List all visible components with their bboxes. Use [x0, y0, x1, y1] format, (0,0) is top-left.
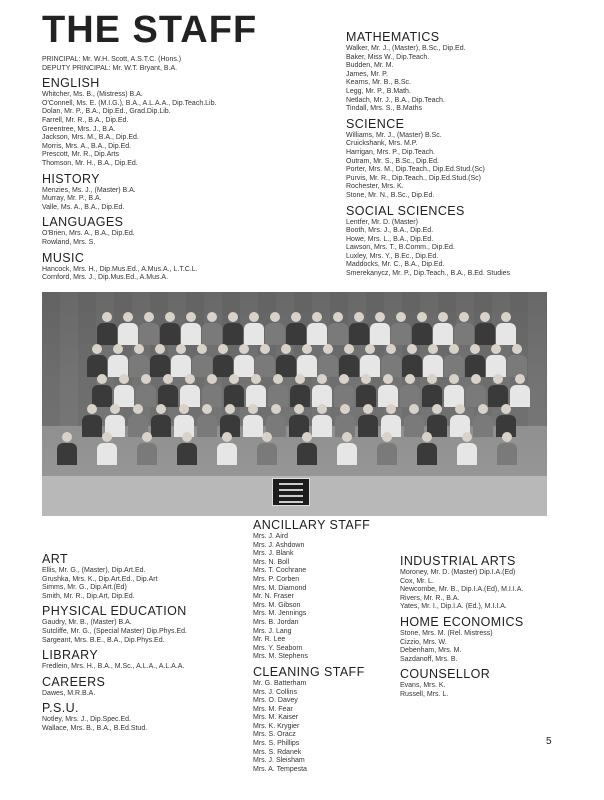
staff-member-figure — [375, 312, 385, 322]
staff-member-figure — [156, 404, 166, 414]
section-science — [346, 117, 576, 201]
staff-entry: Mrs. S. Oracz — [253, 731, 296, 739]
staff-entry: Menzies, Ms. J., (Master) B.A. — [42, 186, 136, 194]
staff-entry: Wallace, Mrs. B., B.A., B.Ed.Stud. — [42, 724, 148, 732]
staff-entry: Mrs. J. Blank — [253, 550, 294, 558]
staff-entry: O'Brien, Mrs. A., B.A., Dip.Ed. — [42, 230, 135, 238]
bottom-left-column — [42, 552, 252, 737]
staff-member-figure — [262, 432, 272, 442]
staff-entry: Mrs. B. Jordan — [253, 618, 299, 626]
section-counsellor — [400, 667, 580, 699]
staff-entry: Mrs. J. Collins — [253, 688, 297, 696]
staff-entry: Sutcliffe, Mr. G., (Special Master) Dip.Phys.Ed. — [42, 627, 187, 635]
staff-entry: Gaudry, Mr. B., (Master) B.A. — [42, 619, 132, 627]
staff-member-figure — [491, 344, 501, 354]
staff-entry: Mrs. M. Jennings — [253, 610, 307, 618]
psu-heading: P.S.U. — [42, 701, 79, 716]
staff-entry: Porter, Mrs. M., Dip.Teach., Dip.Ed.Stud.(Sc) — [346, 166, 485, 174]
staff-entry: Evans, Mrs. K. — [400, 682, 446, 690]
staff-member-figure — [92, 344, 102, 354]
social-heading: SOCIAL SCIENCES — [346, 203, 465, 218]
home-heading: HOME ECONOMICS — [400, 614, 524, 629]
staff-entry: Mrs. M. Diamond — [253, 584, 307, 592]
staff-entry: Howe, Mrs. L., B.A., Dip.Ed. — [346, 235, 434, 243]
section-industrial-arts — [400, 554, 580, 612]
staff-member-figure — [455, 404, 465, 414]
staff-entry: Whitcher, Ms. B., (Mistress) B.A. — [42, 91, 143, 99]
staff-member-figure — [405, 374, 415, 384]
staff-entry: Booth, Mrs. J., B.A., Dip.Ed. — [346, 227, 434, 235]
staff-member-figure — [202, 404, 212, 414]
staff-entry: Mr. R. Lee — [253, 636, 286, 644]
staff-entry: Dolan, Mr. P., B.A., Dip.Ed., Grad.Dip.Lib. — [42, 108, 171, 116]
staff-member-figure — [333, 312, 343, 322]
staff-member-figure — [155, 344, 165, 354]
staff-entry: Cornford, Mrs. J., Dip.Mus.Ed., A.Mus.A. — [42, 274, 169, 282]
staff-entry: Rochester, Mrs. K. — [346, 183, 404, 191]
staff-member-figure — [459, 312, 469, 322]
staff-entry: Yates, Mr. I., Dip.I.A. (Ed.), M.I.I.A. — [400, 603, 507, 611]
staff-member-figure — [270, 312, 280, 322]
staff-entry: Mr. G. Batterham — [253, 679, 307, 687]
staff-entry: Mrs. M. Fear — [253, 705, 293, 713]
staff-entry: Lawson, Mrs. T., B.Comm., Dip.Ed. — [346, 244, 455, 252]
staff-member-figure — [113, 344, 123, 354]
staff-member-figure — [225, 404, 235, 414]
staff-member-figure — [119, 374, 129, 384]
staff-entry: Murray, Mr. P., B.A. — [42, 195, 102, 203]
staff-member-figure — [312, 312, 322, 322]
industrial-heading: INDUSTRIAL ARTS — [400, 554, 516, 568]
school-sign — [272, 478, 310, 506]
staff-entry: Mrs. J. Lang — [253, 627, 292, 635]
pe-heading: PHYSICAL EDUCATION — [42, 604, 187, 619]
staff-member-figure — [207, 374, 217, 384]
art-heading: ART — [42, 552, 68, 566]
section-physical-education — [42, 604, 252, 645]
staff-member-figure — [144, 312, 154, 322]
staff-member-figure — [363, 404, 373, 414]
staff-entry: Stone, Mrs. M. (Rel. Mistress) — [400, 629, 493, 637]
staff-entry: Mrs. J. Aird — [253, 533, 289, 540]
staff-entry: Baker, Miss W., Dip.Teach. — [346, 53, 430, 61]
page-title: THE STAFF — [42, 9, 258, 51]
staff-member-figure — [218, 344, 228, 354]
section-cleaning-staff — [253, 665, 393, 775]
staff-member-figure — [207, 312, 217, 322]
page-number: 5 — [546, 736, 552, 747]
staff-entry: Simms, Mr. G., Dip.Art.(Ed) — [42, 584, 127, 592]
staff-member-figure — [382, 432, 392, 442]
deputy-line: DEPUTY PRINCIPAL: Mr. W.T. Bryant, B.A. — [42, 64, 178, 72]
staff-member-figure — [344, 344, 354, 354]
staff-member-figure — [123, 312, 133, 322]
history-heading: HISTORY — [42, 171, 100, 186]
staff-entry: Dawes, M.R.B.A. — [42, 689, 96, 697]
staff-entry: Smith, Mr. R., Dip.Art, Dip.Ed. — [42, 592, 135, 600]
staff-entry: Cox, Mr. L. — [400, 577, 434, 585]
staff-member-figure — [249, 312, 259, 322]
staff-member-figure — [87, 404, 97, 414]
section-art — [42, 552, 252, 601]
staff-member-figure — [462, 432, 472, 442]
staff-member-figure — [228, 312, 238, 322]
english-heading: ENGLISH — [42, 76, 100, 91]
staff-entry: Luxley, Mrs. Y., B.Ec., Dip.Ed. — [346, 252, 439, 260]
staff-member-figure — [197, 344, 207, 354]
staff-member-figure — [317, 404, 327, 414]
staff-member-figure — [449, 344, 459, 354]
staff-member-figure — [428, 344, 438, 354]
staff-member-figure — [407, 344, 417, 354]
staff-entry: Mrs. O. Davey — [253, 697, 298, 705]
staff-member-figure — [470, 344, 480, 354]
staff-member-figure — [409, 404, 419, 414]
staff-entry: Lentfer, Mr. D. (Master) — [346, 218, 418, 226]
staff-entry: Mrs. Y. Seaborn — [253, 644, 303, 652]
staff-member-figure — [354, 312, 364, 322]
staff-member-figure — [501, 404, 511, 414]
staff-member-figure — [478, 404, 488, 414]
staff-entry: Harrigan, Mrs. P., Dip.Teach. — [346, 148, 435, 156]
staff-entry: Cizzio, Mrs. W. — [400, 638, 447, 646]
cleaning-heading: CLEANING STAFF — [253, 664, 365, 679]
staff-entry: Farrell, Mr. R., B.A., Dip.Ed. — [42, 116, 129, 124]
staff-entry: Sargeant, Mrs. B.E., B.A., Dip.Phys.Ed. — [42, 636, 165, 644]
staff-member-figure — [502, 432, 512, 442]
staff-entry: Walker, Mr. J., (Master), B.Sc., Dip.Ed. — [346, 45, 466, 52]
section-mathematics — [346, 30, 576, 114]
staff-entry: Ellis, Mr. G., (Master), Dip.Art.Ed. — [42, 567, 146, 574]
staff-entry: Rowland, Mrs. S. — [42, 238, 96, 246]
staff-entry: Mrs. K. Krygier — [253, 722, 300, 730]
staff-member-figure — [340, 404, 350, 414]
staff-member-figure — [386, 404, 396, 414]
careers-heading: CAREERS — [42, 674, 106, 689]
staff-entry: Mr. N. Fraser — [253, 593, 294, 601]
staff-entry: Moroney, Mr. D. (Master) Dip.I.A.(Ed) — [400, 569, 516, 576]
staff-entry: Mrs. J. Ashdown — [253, 541, 305, 549]
section-library — [42, 648, 252, 672]
staff-member-figure — [185, 374, 195, 384]
staff-member-figure — [317, 374, 327, 384]
staff-member-figure — [493, 374, 503, 384]
staff-entry: Mrs. M. Stephens — [253, 653, 308, 661]
staff-entry: Mrs. M. Gibson — [253, 601, 301, 609]
staff-entry: Debenham, Mrs. M. — [400, 647, 462, 655]
staff-entry: Netlach, Mr. J., B.A., Dip.Teach. — [346, 96, 445, 104]
section-careers — [42, 675, 252, 699]
staff-member-figure — [102, 432, 112, 442]
staff-member-figure — [361, 374, 371, 384]
staff-entry: Sazdanoff, Mrs. B. — [400, 655, 458, 663]
staff-entry: Mrs. N. Boll — [253, 558, 290, 566]
staff-member-figure — [248, 404, 258, 414]
staff-entry: Williams, Mr. J., (Master) B.Sc. — [346, 131, 442, 139]
staff-member-figure — [271, 404, 281, 414]
staff-entry: Thomson, Mr. H., B.A., Dip.Ed. — [42, 159, 138, 167]
staff-member-figure — [133, 404, 143, 414]
staff-entry: Purvis, Mr. R., Dip.Teach., Dip.Ed.Stud.(Sc) — [346, 174, 481, 182]
section-history — [42, 172, 312, 213]
bottom-right-column — [400, 554, 580, 703]
staff-member-figure — [396, 312, 406, 322]
mathematics-heading: MATHEMATICS — [346, 30, 440, 44]
staff-member-figure — [163, 374, 173, 384]
section-languages — [42, 215, 312, 247]
staff-entry: Mrs. T. Cochrane — [253, 567, 307, 575]
staff-member-figure — [515, 374, 525, 384]
staff-entry: Outram, Mr. S., B.Sc., Dip.Ed. — [346, 157, 439, 165]
staff-member-figure — [427, 374, 437, 384]
staff-member-figure — [323, 344, 333, 354]
staff-member-figure — [302, 432, 312, 442]
staff-member-figure — [383, 374, 393, 384]
staff-member-figure — [302, 344, 312, 354]
staff-member-figure — [422, 432, 432, 442]
staff-entry: James, Mr. P. — [346, 70, 388, 78]
staff-entry: Mrs. M. Kaiser — [253, 714, 299, 722]
staff-member-figure — [260, 344, 270, 354]
staff-member-figure — [141, 374, 151, 384]
staff-entry: Grushka, Mrs. K., Dip.Art.Ed., Dip.Art — [42, 575, 158, 583]
staff-member-figure — [417, 312, 427, 322]
staff-entry: Prescott, Mr. R., Dip.Arts — [42, 151, 120, 159]
staff-entry: Budden, Mr. M. — [346, 62, 394, 70]
staff-entry: Smerekanycz, Mr. P., Dip.Teach., B.A., B.Ed. Studies — [346, 270, 511, 278]
staff-member-figure — [365, 344, 375, 354]
section-social-sciences — [346, 204, 576, 279]
staff-member-figure — [179, 404, 189, 414]
staff-entry: Legg, Mr. P., B.Math. — [346, 87, 411, 95]
staff-member-figure — [110, 404, 120, 414]
staff-entry: Greentree, Mrs. J., B.A. — [42, 125, 116, 133]
staff-entry: Morris, Mrs. A., B.A., Dip.Ed. — [42, 142, 132, 150]
section-english — [42, 76, 312, 168]
staff-member-figure — [291, 312, 301, 322]
library-heading: LIBRARY — [42, 648, 99, 663]
staff-member-figure — [342, 432, 352, 442]
staff-entry: Stone, Mr. N., B.Sc., Dip.Ed. — [346, 191, 435, 199]
staff-entry: Mrs. J. Sleisham — [253, 757, 305, 765]
staff-member-figure — [281, 344, 291, 354]
staff-entry: Mrs. A. Tempesta — [253, 765, 307, 773]
staff-member-figure — [295, 374, 305, 384]
science-heading: SCIENCE — [346, 116, 405, 131]
bottom-middle-column — [253, 518, 393, 777]
staff-member-figure — [97, 374, 107, 384]
staff-member-figure — [512, 344, 522, 354]
staff-member-figure — [165, 312, 175, 322]
staff-member-figure — [186, 312, 196, 322]
music-heading: MUSIC — [42, 250, 85, 265]
staff-member-figure — [176, 344, 186, 354]
languages-heading: LANGUAGES — [42, 215, 124, 230]
staff-member-figure — [102, 312, 112, 322]
staff-entry: Rivers, Mr. R., B.A. — [400, 594, 460, 602]
counsellor-heading: COUNSELLOR — [400, 667, 491, 682]
staff-member-figure — [501, 312, 511, 322]
right-top-column — [346, 30, 576, 282]
staff-entry: Mrs. P. Corben — [253, 575, 300, 583]
staff-member-figure — [339, 374, 349, 384]
staff-member-figure — [62, 432, 72, 442]
staff-member-figure — [432, 404, 442, 414]
staff-entry: Mrs. S. Phillips — [253, 740, 300, 748]
section-ancillary-staff — [253, 518, 393, 662]
staff-member-figure — [386, 344, 396, 354]
staff-entry: Kearns, Mr. B., B.Sc. — [346, 79, 411, 87]
staff-member-figure — [471, 374, 481, 384]
section-music — [42, 251, 312, 283]
staff-member-figure — [294, 404, 304, 414]
staff-entry: Mrs. S. Rdanek — [253, 748, 302, 756]
staff-member-figure — [239, 344, 249, 354]
left-top-column — [42, 56, 312, 286]
staff-member-figure — [438, 312, 448, 322]
staff-entry: Cruickshank, Mrs. M.P. — [346, 140, 418, 148]
staff-member-figure — [182, 432, 192, 442]
staff-member-figure — [134, 344, 144, 354]
staff-entry: Newcombe, Mr. B., Dip.I.A.(Ed), M.I.I.A. — [400, 586, 524, 594]
staff-entry: Hancock, Mrs. H., Dip.Mus.Ed., A.Mus.A., L.T.C.L. — [42, 265, 198, 273]
staff-entry: Russell, Mrs. L. — [400, 690, 449, 698]
staff-entry: Jackson, Mrs. M., B.A., Dip.Ed. — [42, 134, 139, 142]
staff-member-figure — [273, 374, 283, 384]
staff-member-figure — [480, 312, 490, 322]
ancillary-heading: ANCILLARY STAFF — [253, 518, 371, 532]
staff-entry: Notley, Mrs. J., Dip.Spec.Ed. — [42, 716, 131, 724]
staff-entry: Fredlein, Mrs. H., B.A., M.Sc., A.L.A., A.L.A.A. — [42, 663, 185, 671]
section-psu — [42, 701, 252, 733]
staff-entry: Maddocks, Mr. C., B.A., Dip.Ed. — [346, 261, 445, 269]
staff-group-photo — [42, 292, 547, 516]
section-home-economics — [400, 615, 580, 664]
staff-entry: Tindall, Mrs. S., B.Maths — [346, 105, 422, 113]
staff-member-figure — [229, 374, 239, 384]
staff-member-figure — [142, 432, 152, 442]
staff-entry: O'Connell, Ms. E. (M.I.G.), B.A., A.L.A.A., Dip.Teach.Lib. — [42, 99, 217, 107]
principal-line: PRINCIPAL: Mr. W.H. Scott, A.S.T.C. (Hons.) — [42, 56, 182, 63]
staff-member-figure — [251, 374, 261, 384]
staff-entry: Valle, Ms. A., B.A., Dip.Ed. — [42, 203, 125, 211]
staff-member-figure — [222, 432, 232, 442]
staff-member-figure — [449, 374, 459, 384]
